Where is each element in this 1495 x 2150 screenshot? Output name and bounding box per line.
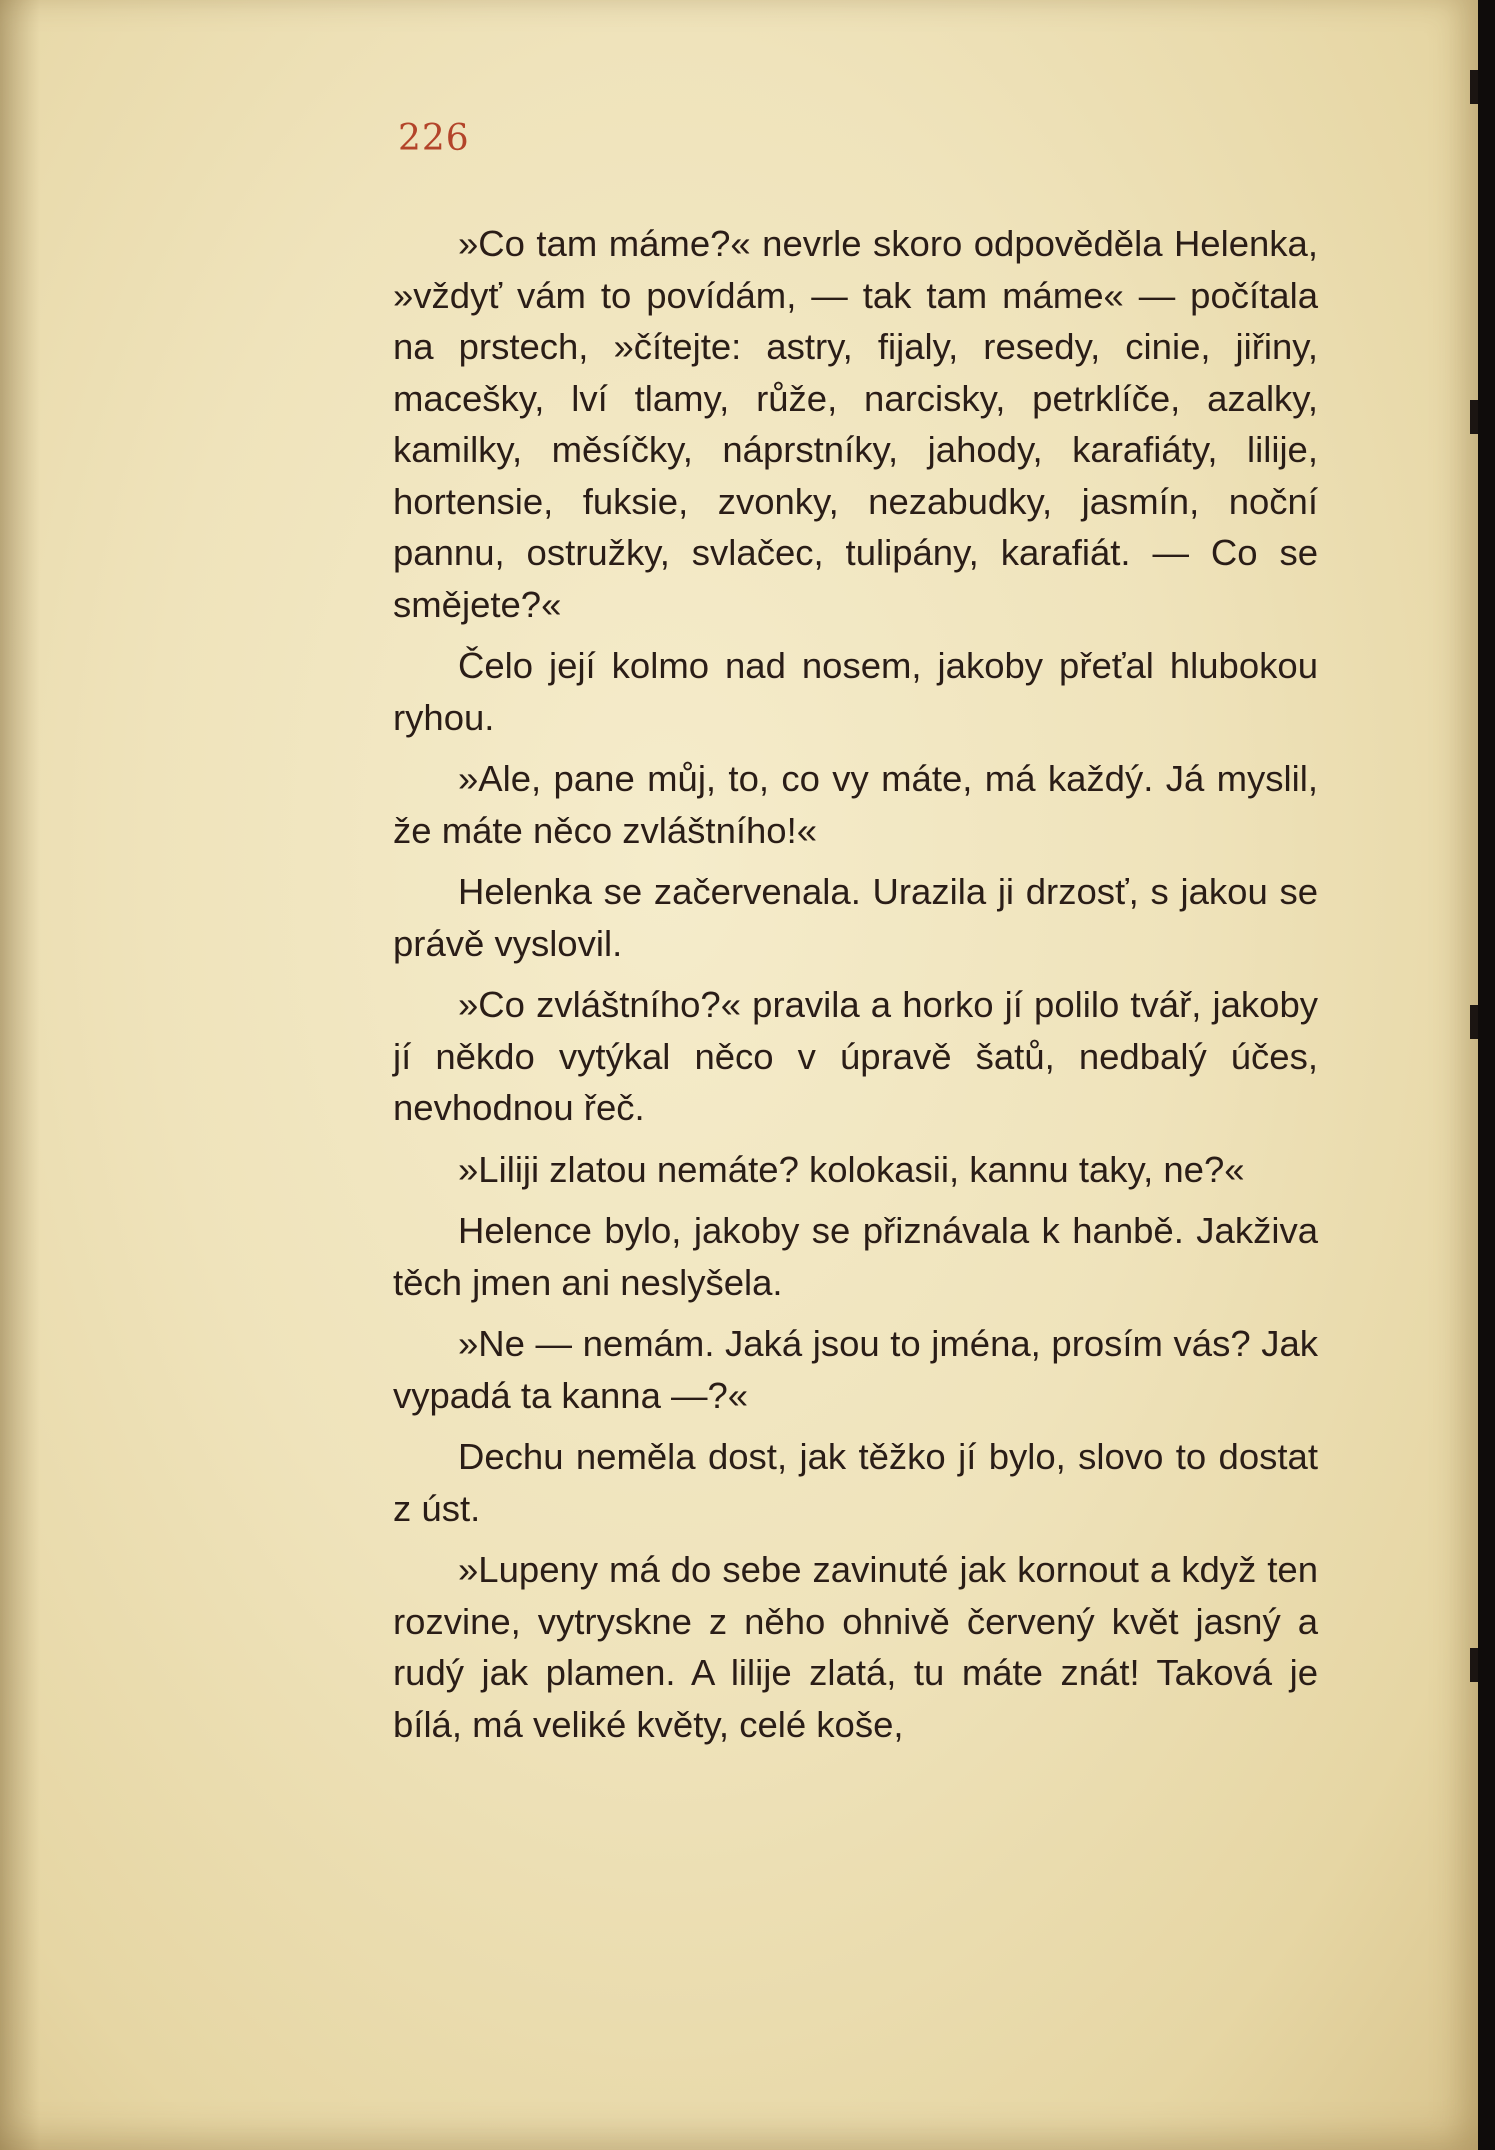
spine-shadow	[0, 0, 40, 2150]
paragraph: »Co zvláštního?« pravila a horko jí polilo tvář, jakoby jí někdo vytýkal něco v úpravě šatů, nedbalý účes, nevhodnou řeč.	[393, 984, 1318, 1128]
body-text	[393, 218, 1318, 1760]
edge-mark	[1470, 1648, 1478, 1682]
edge-mark	[1470, 400, 1478, 434]
paragraph: »Lupeny má do sebe zavinuté jak kornout a když ten rozvine, vytryskne z něho ohnivě červený květ jasný a rudý jak plamen. A lilije zlatá, tu máte znát! Taková je bílá, má veliké květy, celé koše,	[393, 1549, 1318, 1745]
edge-mark	[1470, 70, 1478, 104]
paragraph: Dechu neměla dost, jak těžko jí bylo, slovo to dostat z úst.	[393, 1436, 1318, 1529]
paragraph: Čelo její kolmo nad nosem, jakoby přeťal hlubokou ryhou.	[393, 645, 1318, 738]
paragraph: »Ne — nemám. Jaká jsou to jména, prosím vás? Jak vypadá ta kanna —?«	[393, 1323, 1318, 1416]
page-edge	[1478, 0, 1495, 2150]
edge-mark	[1470, 1005, 1478, 1039]
paragraph: »Ale, pane můj, to, co vy máte, má každý. Já myslil, že máte něco zvláštního!«	[393, 758, 1318, 851]
paragraph: »Co tam máme?« nevrle skoro odpověděla Helenka, »vždyť vám to povídám, — tak tam máme« — počítala na prstech, »čítejte: astry, fijaly, resedy, cinie, jiřiny, macešky, lví tlamy, růže, narcisky, petrklíče, azalky, kamilky, měsíčky, náprstníky, jahody, karafiáty, lilije, hortensie, fuksie, zvonky, nezabudky, jasmín, noční pannu, ostružky, svlačec, tulipány, karafiát. — Co se smějete?«	[393, 223, 1318, 625]
paragraph: Helence bylo, jakoby se přiznávala k hanbě. Jakživa těch jmen ani neslyšela.	[393, 1210, 1318, 1303]
paragraph: »Liliji zlatou nemáte? kolokasii, kannu taky, ne?«	[458, 1148, 1245, 1190]
paragraph: Helenka se začervenala. Urazila ji drzosť, s jakou se právě vyslovil.	[393, 871, 1318, 964]
page-number: 226	[398, 118, 470, 159]
